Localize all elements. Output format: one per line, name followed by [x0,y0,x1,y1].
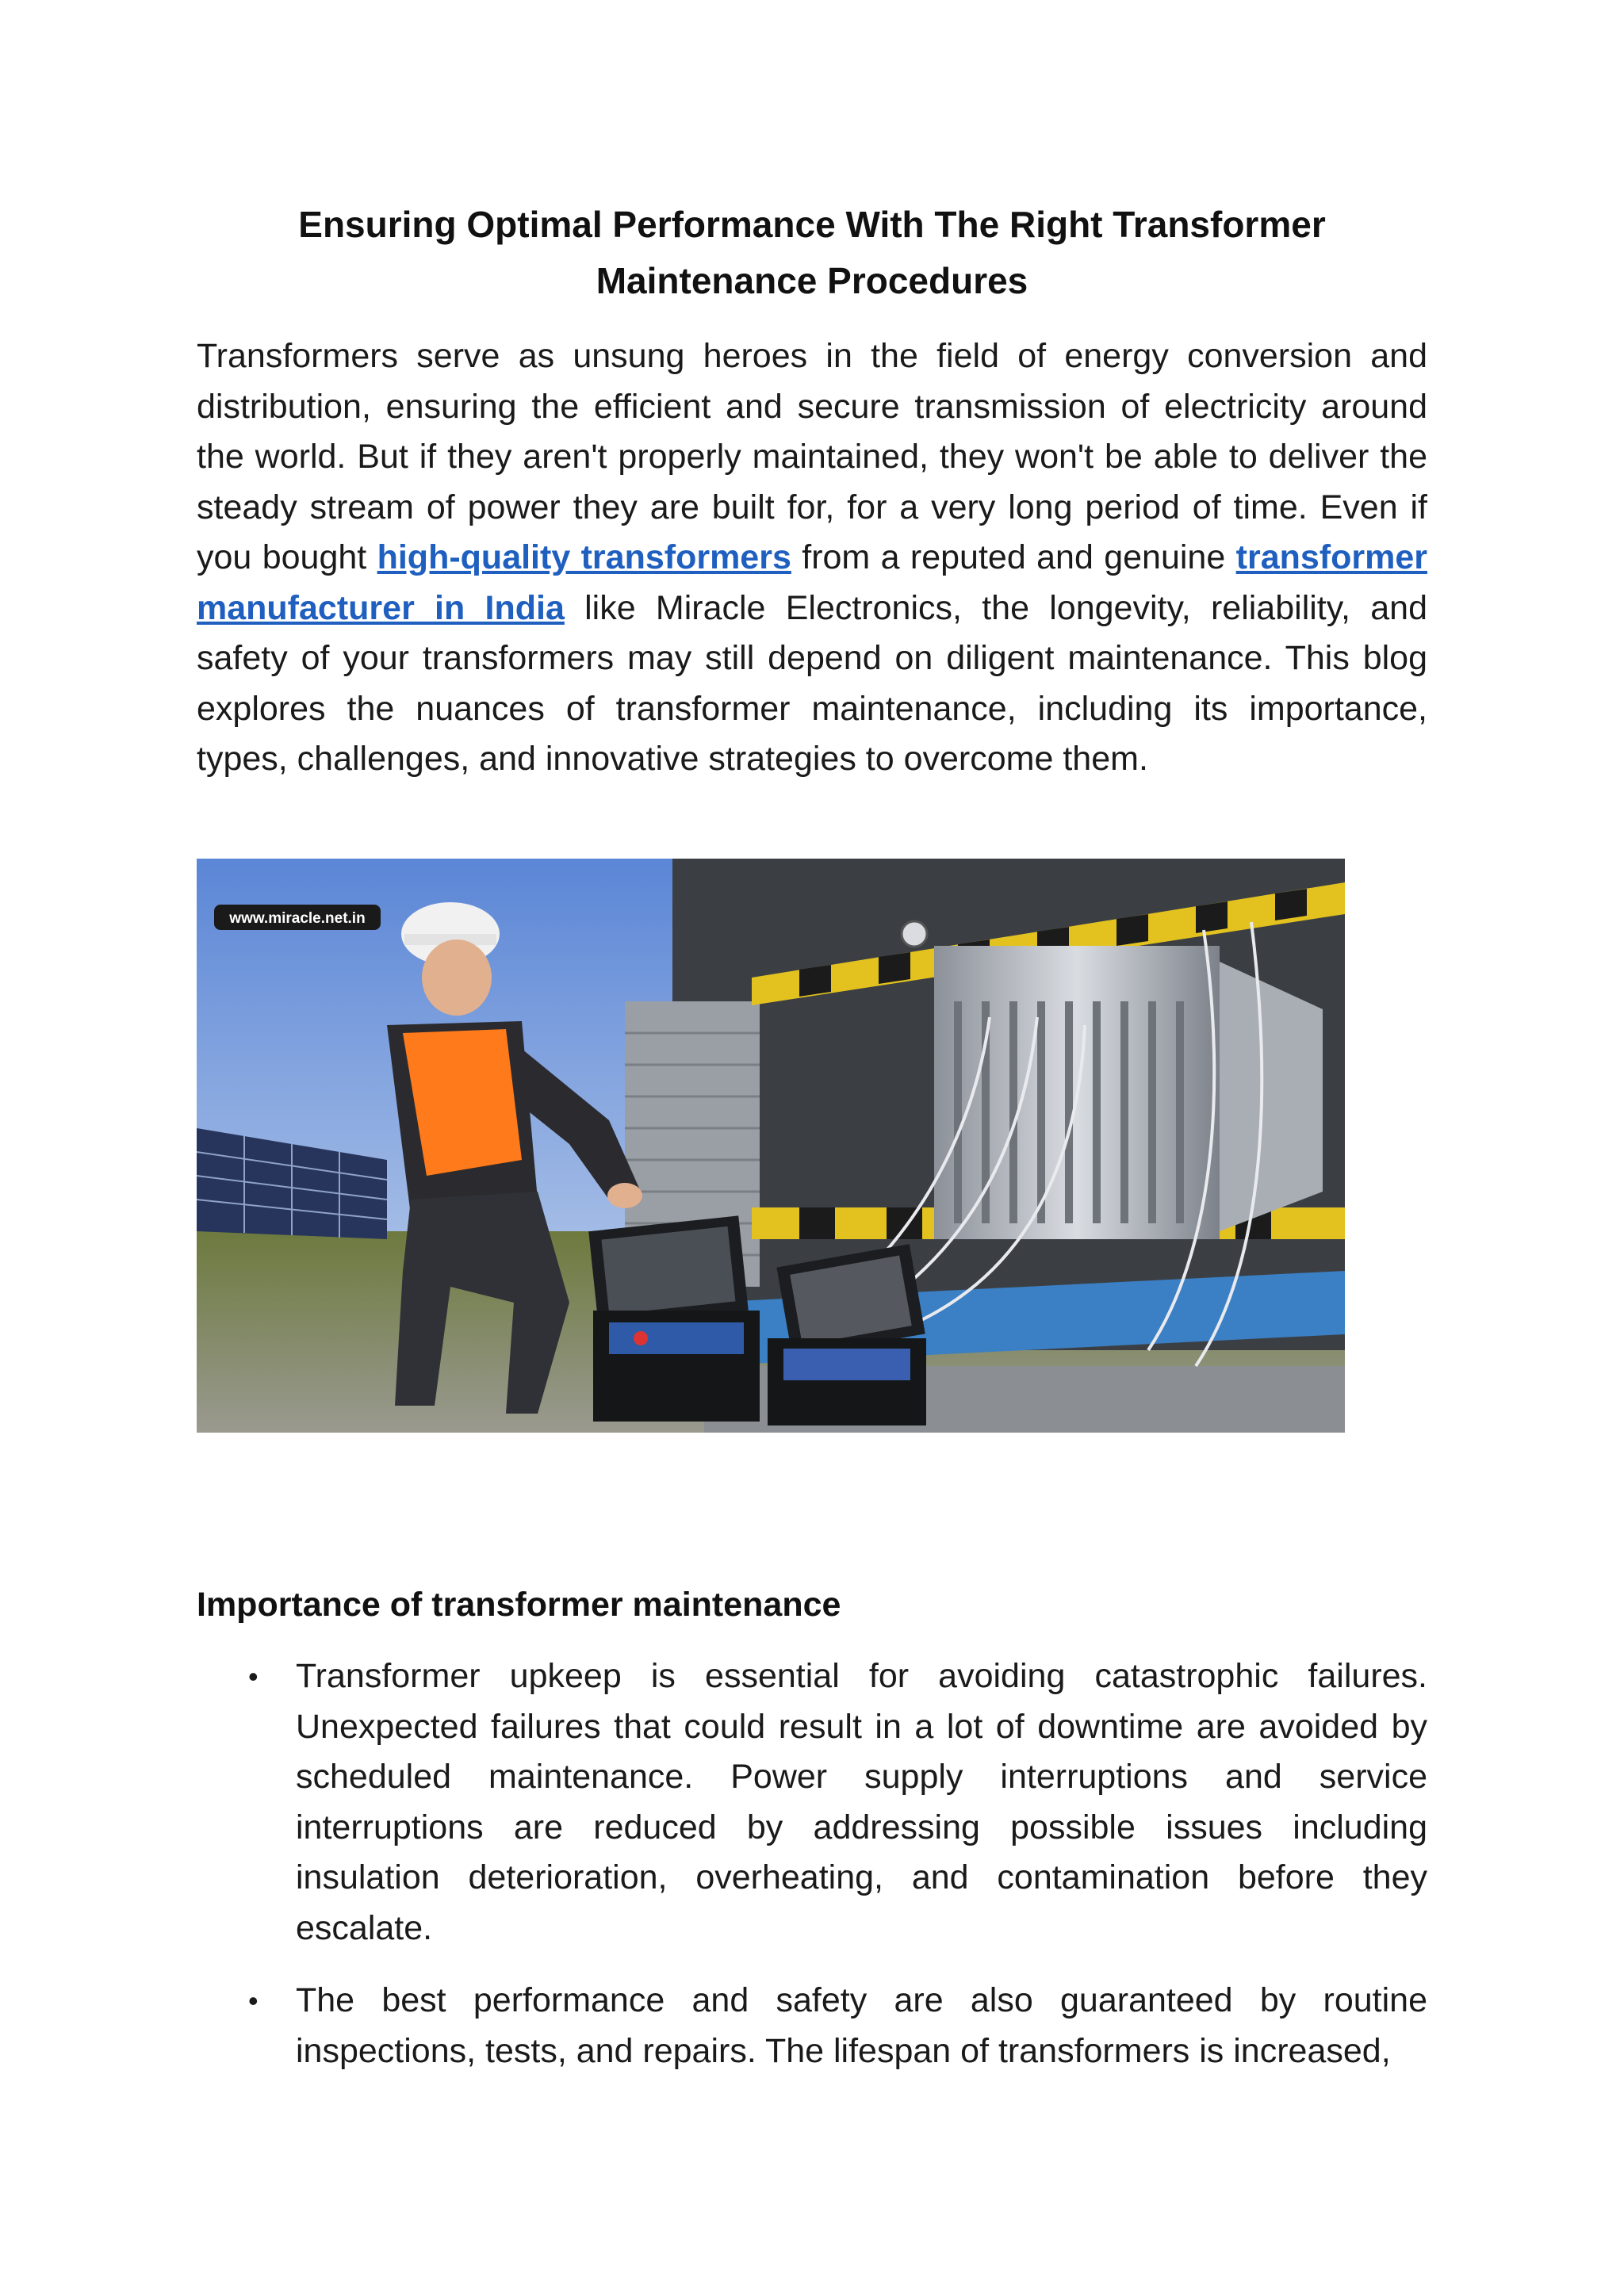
intro-paragraph [197,331,1427,785]
bullet-text: Transformer upkeep is essential for avoiding catastrophic failures. Unexpected failures that could result in a lot of downtime are avoided by scheduled maintenance. Power supply interruptions and service interruptions are reduced by addressing possible issues including insulation deterioration, overheating, and contamination before they escalate. [296,1657,1427,1947]
intro-text-2: from a reputed and genuine [791,538,1236,576]
bullet-text: The best performance and safety are also guaranteed by routine inspections, tests, and repairs. The lifespan of transformers is increased, [296,1981,1427,2070]
watermark-text: www.miracle.net.in [229,910,366,927]
list-item [197,1976,1427,2076]
article-title-line-1: Ensuring Optimal Performance With The Right Transformer [298,204,1326,245]
section-heading: Importance of transformer maintenance [197,1586,841,1624]
photo-illustration [197,859,1345,1433]
article-title-line-2: Maintenance Procedures [596,260,1028,301]
importance-bullet-list [197,1651,1427,2099]
high-quality-transformers-link[interactable]: high-quality transformers [377,538,791,576]
article-title [197,197,1427,309]
intro-text-3: like Miracle Electronics, the longevity, reliability, and safety of your transformers may still depend on diligent maintenance. This blog explores the nuances of transformer maintenance, including its importance, types, challenges, and innovative strategies to overcome them. [197,588,1427,778]
miracle-watermark [214,905,381,930]
bullet-dot-icon: • [248,1984,259,2017]
intro-text-1: Transformers serve as unsung heroes in the field of energy conversion and distribution, ensuring the efficient and secure transmission of electricity around the world. But if they aren't properly maintained, they won't be able to deliver the steady stream of power they are built for, for a very long period of time. Even if you bought [197,337,1427,576]
bullet-dot-icon: • [248,1660,259,1693]
transformer-manufacturer-link[interactable]: transformer manufacturer in India [197,538,1427,627]
transformer-maintenance-photo [197,859,1345,1433]
list-item [197,1651,1427,1954]
